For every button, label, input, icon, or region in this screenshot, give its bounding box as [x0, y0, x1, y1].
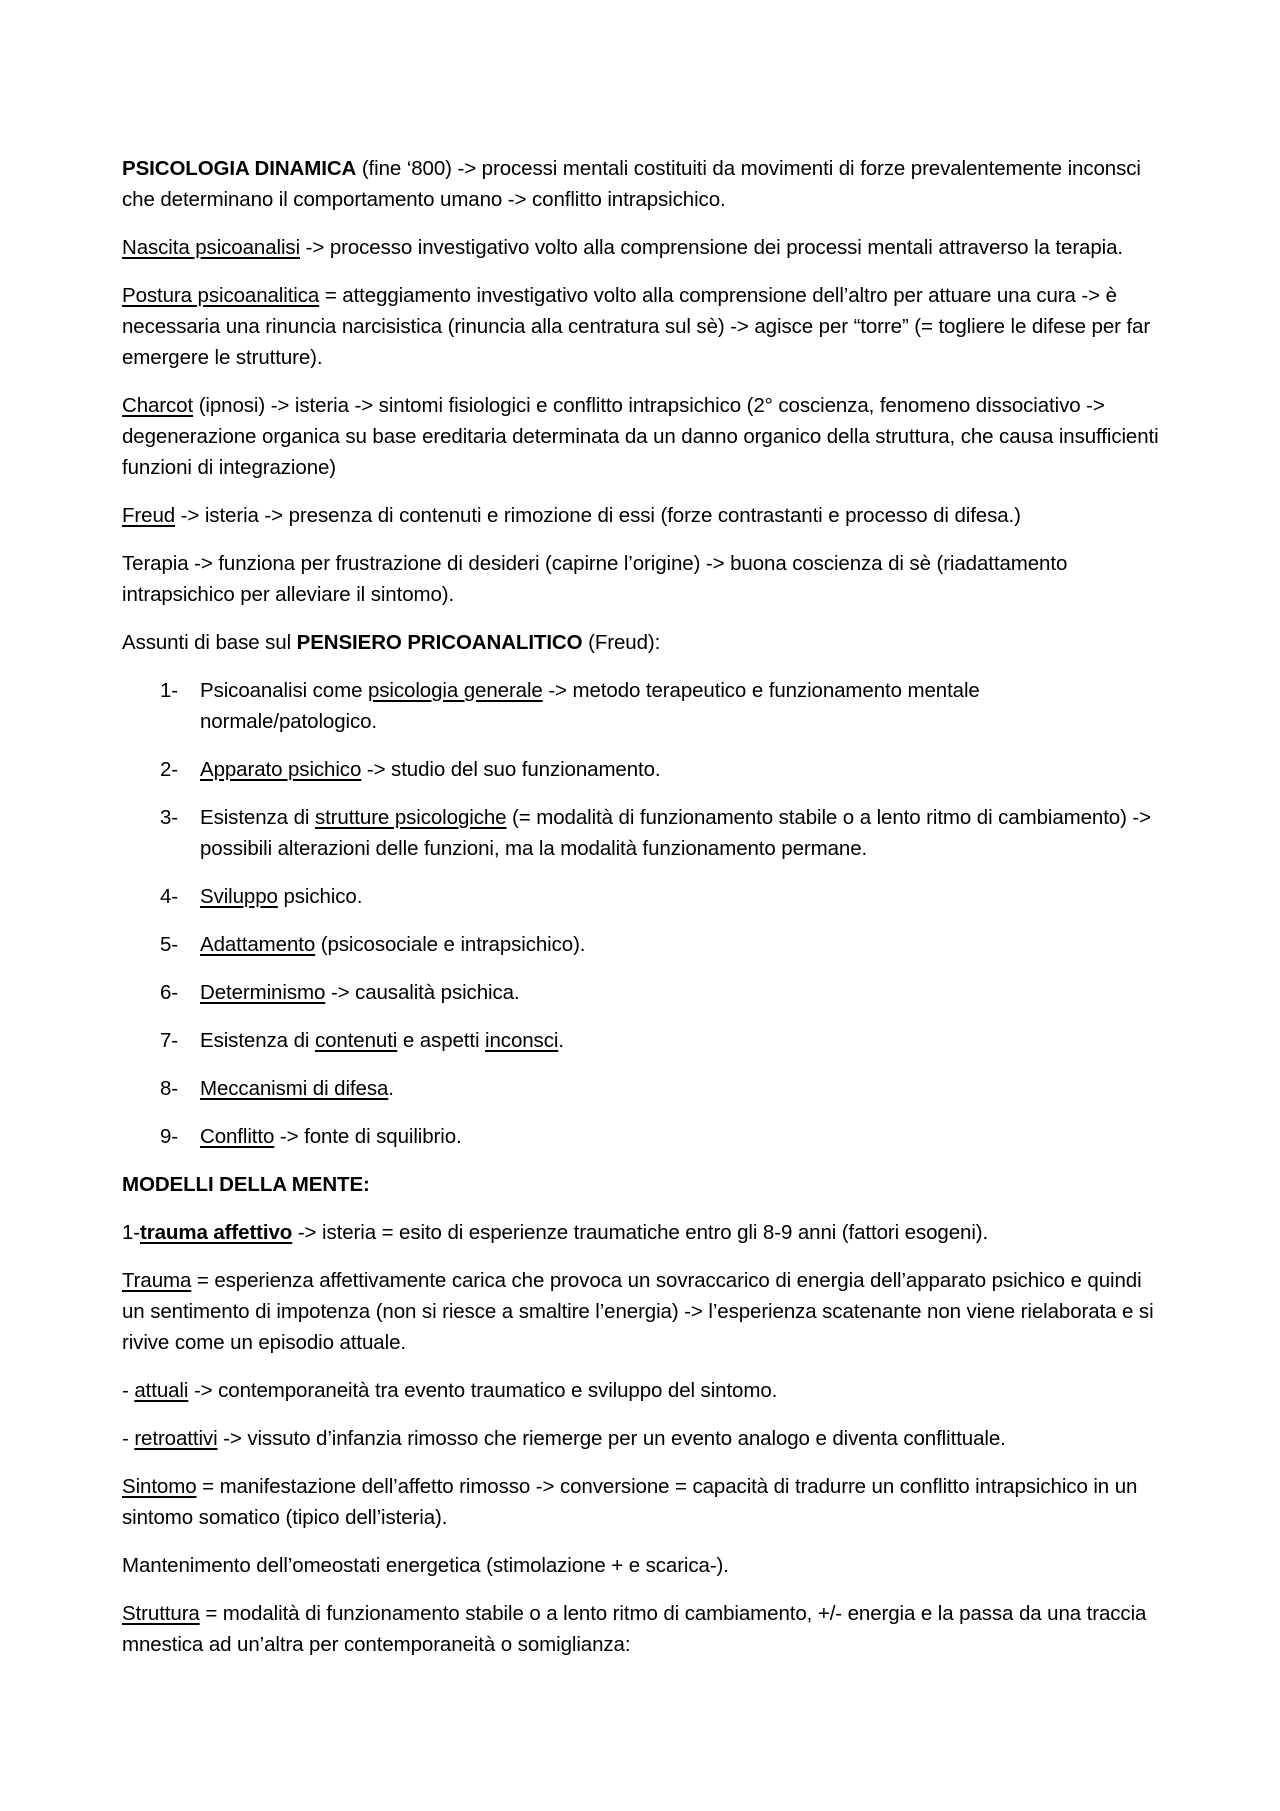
list-number: 8-: [160, 1077, 179, 1100]
paragraph-text-post: -> isteria = esito di esperienze traumatiche entro gli 8-9 anni (fattori esogeni).: [292, 1221, 989, 1244]
list-term: Adattamento: [200, 933, 316, 956]
list-item: [122, 1073, 1160, 1104]
paragraph-text: = esperienza affettivamente carica che provoca un sovraccarico di energia dell’apparato psichico e quindi un sentimento di impotenza (non si riesce a smaltire l’energia) -> l’esperienza scatenante non viene rielaborata e si rivive come un episodio attuale.: [122, 1269, 1154, 1354]
list-term: Determinismo: [200, 981, 326, 1004]
list-term: contenuti: [314, 1029, 398, 1052]
list-item: [122, 1025, 1160, 1056]
term-trauma: Trauma: [122, 1269, 192, 1292]
list-text-post: -> causalità psichica.: [325, 981, 520, 1004]
term-postura-psicoanalitica: Postura psicoanalitica: [122, 284, 320, 307]
paragraph-omeostasi: [122, 1550, 1160, 1581]
paragraph-text: (ipnosi) -> isteria -> sintomi fisiologici e conflitto intrapsichico (2° coscienza, fenomeno dissociativo -> degenerazione organica su base ereditaria determinata da un danno organico della struttura, che causa insufficienti funzioni di integrazione): [122, 394, 1159, 479]
list-number: 4-: [160, 885, 179, 908]
list-text-mid: e aspetti: [397, 1029, 486, 1052]
list-term: Conflitto: [200, 1125, 275, 1148]
paragraph-text: = atteggiamento investigativo volto alla comprensione dell’altro per attuare una cura -> è necessaria una rinuncia narcisistica (rinuncia alla centratura sul sè) -> agisce per “torre” (= togliere le difese per far emergere le strutture).: [122, 284, 1151, 369]
list-term: Apparato psichico: [200, 758, 362, 781]
list-term: strutture psicologiche: [314, 806, 507, 829]
paragraph-assunti: [122, 627, 1160, 658]
list-text-post: .: [388, 1077, 394, 1100]
paragraph-freud: [122, 500, 1160, 531]
paragraph-struttura: [122, 1598, 1160, 1660]
list-item: [122, 1121, 1160, 1152]
paragraph-trauma-affettivo: [122, 1217, 1160, 1248]
list-item: [122, 754, 1160, 785]
list-item: [122, 802, 1160, 864]
heading-psicologia-dinamica: PSICOLOGIA DINAMICA: [122, 157, 357, 180]
term-retroattivi: retroattivi: [134, 1427, 218, 1450]
term-freud: Freud: [122, 504, 176, 527]
paragraph-text: Terapia -> funziona per frustrazione di desideri (capirne l’origine) -> buona coscienza di sè (riadattamento intrapsichico per alleviare il sintomo).: [122, 552, 1068, 606]
list-text-post: -> studio del suo funzionamento.: [361, 758, 661, 781]
paragraph-text: (fine ‘800) -> processi mentali costituiti da movimenti di forze prevalentemente inconsci che determinano il comportamento umano -> conflitto intrapsichico.: [122, 157, 1141, 211]
paragraph-text-pre: -: [122, 1379, 135, 1402]
assumptions-list: [122, 675, 1160, 1152]
list-item: [122, 977, 1160, 1008]
list-item: [122, 881, 1160, 912]
term-nascita-psicoanalisi: Nascita psicoanalisi: [122, 236, 301, 259]
paragraph-trauma: [122, 1265, 1160, 1358]
paragraph-retroattivi: [122, 1423, 1160, 1454]
paragraph-text-post: -> contemporaneità tra evento traumatico e sviluppo del sintomo.: [188, 1379, 778, 1402]
heading-pensiero: PENSIERO PRICOANALITICO: [296, 631, 583, 654]
paragraph-charcot: [122, 390, 1160, 483]
list-text-post: -> fonte di squilibrio.: [274, 1125, 462, 1148]
list-number: 3-: [160, 806, 179, 829]
term-sintomo: Sintomo: [122, 1475, 197, 1498]
paragraph-text: -> isteria -> presenza di contenuti e rimozione di essi (forze contrastanti e processo di difesa.): [175, 504, 1021, 527]
paragraph-text-post: -> vissuto d’infanzia rimosso che riemerge per un evento analogo e diventa conflittuale.: [217, 1427, 1006, 1450]
paragraph-postura-psicoanalitica: [122, 280, 1160, 373]
paragraph-terapia: [122, 548, 1160, 610]
list-text-post: (psicosociale e intrapsichico).: [315, 933, 586, 956]
list-text-pre: Esistenza di: [200, 806, 315, 829]
list-text-post: -> metodo terapeutico e funzionamento mentale normale/patologico.: [200, 679, 980, 733]
paragraph-attuali: [122, 1375, 1160, 1406]
list-item: [122, 675, 1160, 737]
list-number: 5-: [160, 933, 179, 956]
paragraph-text-post: (Freud):: [582, 631, 661, 654]
list-number: 6-: [160, 981, 179, 1004]
paragraph-nascita-psicoanalisi: [122, 232, 1160, 263]
term-struttura: Struttura: [122, 1602, 200, 1625]
list-number: 9-: [160, 1125, 179, 1148]
paragraph-psicologia-dinamica: [122, 153, 1160, 215]
list-number: 2-: [160, 758, 179, 781]
paragraph-text: -> processo investigativo volto alla comprensione dei processi mentali attraverso la terapia.: [300, 236, 1124, 259]
paragraph-text-pre: 1-: [122, 1221, 141, 1244]
term-attuali: attuali: [134, 1379, 189, 1402]
heading-modelli-della-mente: MODELLI DELLA MENTE:: [122, 1173, 370, 1196]
term-trauma-affettivo: trauma affettivo: [140, 1221, 293, 1244]
paragraph-text-pre: Assunti di base sul: [122, 631, 297, 654]
paragraph-text: = manifestazione dell’affetto rimosso -> conversione = capacità di tradurre un conflitto intrapsichico in un sintomo somatico (tipico dell’isteria).: [122, 1475, 1138, 1529]
paragraph-sintomo: [122, 1471, 1160, 1533]
list-number: 7-: [160, 1029, 179, 1052]
list-text-post: .: [558, 1029, 564, 1052]
paragraph-text: Mantenimento dell’omeostati energetica (stimolazione + e scarica-).: [122, 1554, 729, 1577]
list-text-post: (= modalità di funzionamento stabile o a lento ritmo di cambiamento) -> possibili alterazioni delle funzioni, ma la modalità funzionamento permane.: [200, 806, 1152, 860]
list-text-pre: Psicoanalisi come: [200, 679, 368, 702]
list-term: Meccanismi di difesa: [200, 1077, 389, 1100]
list-term: Sviluppo: [200, 885, 278, 908]
paragraph-text: = modalità di funzionamento stabile o a lento ritmo di cambiamento, +/- energia e la passa da una traccia mnestica ad un’altra per contemporaneità o somiglianza:: [122, 1602, 1147, 1656]
list-item: [122, 929, 1160, 960]
list-text-pre: Esistenza di: [200, 1029, 315, 1052]
list-term: psicologia generale: [367, 679, 543, 702]
term-charcot: Charcot: [122, 394, 194, 417]
paragraph-text-pre: -: [122, 1427, 135, 1450]
list-text-post: psichico.: [277, 885, 363, 908]
list-term-2: inconsci: [485, 1029, 559, 1052]
list-number: 1-: [160, 679, 179, 702]
